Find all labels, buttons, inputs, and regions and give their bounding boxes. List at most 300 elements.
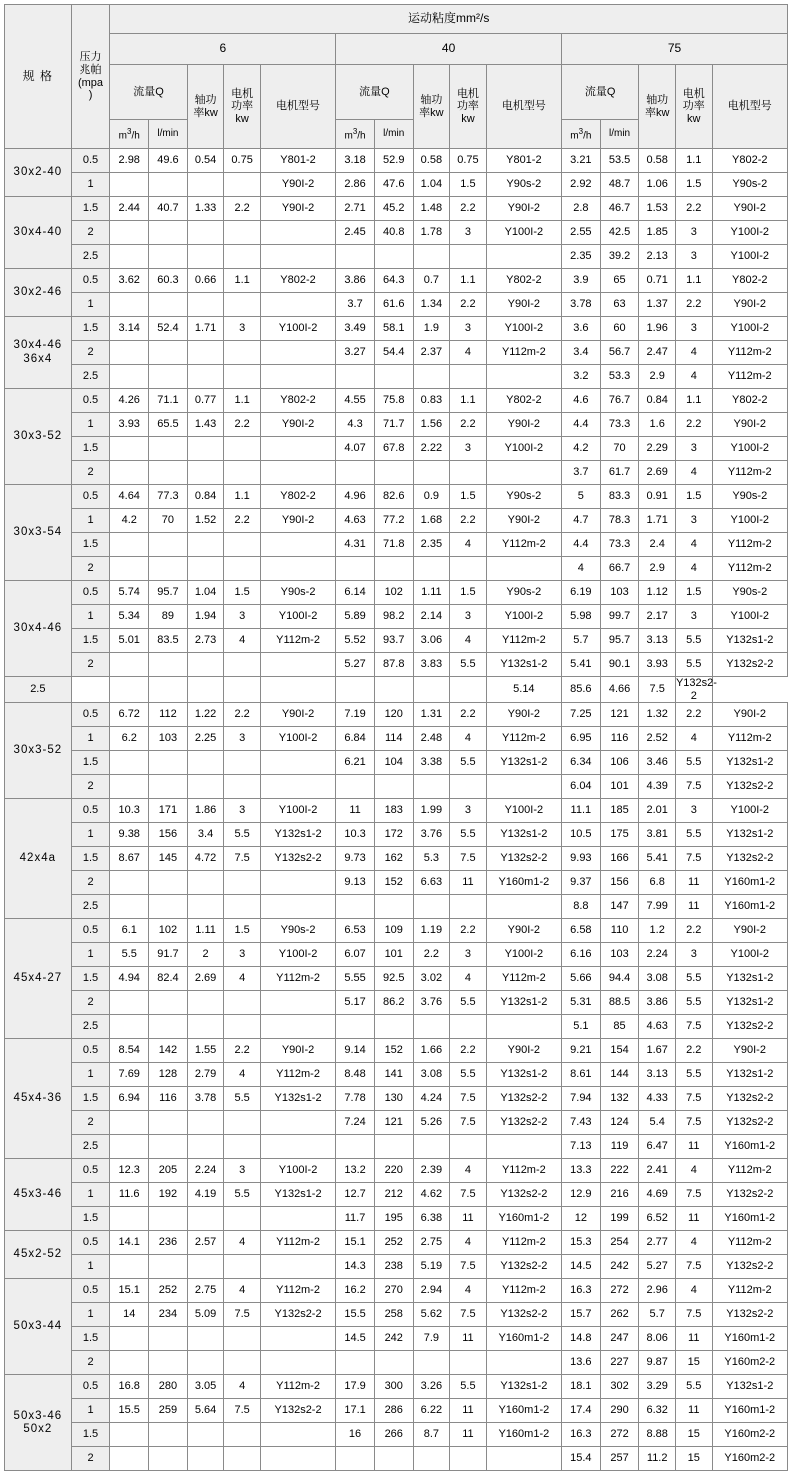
- cell-pressure: 2: [71, 461, 110, 485]
- table-row: [5, 389, 788, 413]
- cell-g75-flow-lmin: 76.7: [600, 389, 639, 413]
- cell-g75-flow-m3h: 6.04: [562, 775, 601, 799]
- cell-g75-shaft-power: 6.32: [639, 1399, 676, 1423]
- cell-g75-flow-lmin: 156: [600, 871, 639, 895]
- cell-g75-motor-power: 7.5: [675, 1015, 712, 1039]
- cell-g6-shaft-power: [187, 461, 224, 485]
- cell-g75-motor-power: 2.2: [675, 703, 712, 727]
- cell-g75-motor-power: 2.2: [675, 919, 712, 943]
- cell-g6-flow-lmin: 234: [149, 1303, 188, 1327]
- cell-g40-motor-model: Y90I-2: [486, 919, 561, 943]
- cell-g40-motor-model: Y132s1-2: [486, 991, 561, 1015]
- cell-g40-motor-model: Y90I-2: [486, 197, 561, 221]
- cell-g40-flow-lmin: 101: [374, 943, 413, 967]
- cell-g40-motor-model: Y100I-2: [486, 799, 561, 823]
- cell-g40-flow-lmin: 71.8: [374, 533, 413, 557]
- header-unit-lmin-40: l/min: [374, 120, 413, 149]
- cell-g75-flow-lmin: 42.5: [600, 221, 639, 245]
- cell-pressure: 1.5: [71, 317, 110, 341]
- cell-g40-motor-power: [450, 245, 487, 269]
- cell-g6-motor-model: Y100I-2: [260, 1159, 335, 1183]
- cell-g75-flow-m3h: 6.58: [562, 919, 601, 943]
- header-motormodel-6: 电机型号: [260, 65, 335, 149]
- cell-spec: 50x3-44: [5, 1279, 72, 1375]
- cell-g75-shaft-power: 2.9: [639, 365, 676, 389]
- motorpower-l2: 功率: [456, 100, 479, 113]
- cell-g40-shaft-power: 3.06: [413, 629, 450, 653]
- table-row: [5, 1447, 788, 1471]
- cell-g6-motor-model: [260, 1351, 335, 1375]
- cell-g6-motor-power: 4: [224, 1231, 261, 1255]
- cell-g40-motor-model: Y112m-2: [486, 1231, 561, 1255]
- cell-g40-shaft-power: 4.62: [413, 1183, 450, 1207]
- cell-g75-shaft-power: 5.7: [639, 1303, 676, 1327]
- cell-g6-shaft-power: 0.84: [187, 485, 224, 509]
- cell-g6-flow-m3h: [110, 895, 149, 919]
- cell-g75-motor-model: Y132s2-2: [712, 1183, 787, 1207]
- cell-g75-motor-model: Y160m1-2: [712, 1207, 787, 1231]
- cell-g75-shaft-power: 2.47: [639, 341, 676, 365]
- cell-g40-motor-power: 2.2: [450, 509, 487, 533]
- cell-g75-motor-model: Y112m-2: [712, 1279, 787, 1303]
- cell-g6-flow-m3h: [110, 751, 149, 775]
- cell-g75-shaft-power: 3.13: [639, 629, 676, 653]
- cell-g75-motor-power: 1.1: [675, 269, 712, 293]
- cell-g75-flow-m3h: 11.1: [562, 799, 601, 823]
- cell-g6-flow-m3h: 5.34: [110, 605, 149, 629]
- cell-g40-motor-model: Y132s2-2: [486, 847, 561, 871]
- shaftpower-l1: 轴功: [420, 93, 443, 106]
- cell-g6-flow-lmin: [149, 437, 188, 461]
- shaftpower-l2: 率kw: [419, 106, 444, 119]
- cell-g75-motor-power: 7.5: [675, 1183, 712, 1207]
- pump-specification-table: [4, 4, 788, 1471]
- cell-g6-shaft-power: [187, 557, 224, 581]
- cell-g6-flow-m3h: [110, 173, 149, 197]
- table-row: [5, 437, 788, 461]
- cell-g40-shaft-power: 1.48: [413, 197, 450, 221]
- cell-g75-motor-power: 3: [675, 605, 712, 629]
- cell-g75-flow-lmin: 103: [600, 943, 639, 967]
- cell-g75-flow-m3h: 4: [562, 557, 601, 581]
- header-pressure-l3: (mpa: [77, 76, 104, 89]
- table-row: [5, 485, 788, 509]
- motorpower-l1: 电机: [682, 87, 705, 100]
- cell-g40-motor-model: [486, 1015, 561, 1039]
- cell-g40-motor-model: Y802-2: [486, 389, 561, 413]
- cell-g6-motor-power: 7.5: [224, 1399, 261, 1423]
- cell-g75-motor-model: Y90I-2: [712, 197, 787, 221]
- cell-g75-shaft-power: 1.85: [639, 221, 676, 245]
- cell-g6-motor-power: [224, 173, 261, 197]
- header-pressure-l2: 兆帕: [79, 63, 102, 76]
- cell-g75-motor-model: Y112m-2: [712, 461, 787, 485]
- cell-g40-motor-power: 1.5: [450, 173, 487, 197]
- cell-g6-flow-m3h: 11.6: [110, 1183, 149, 1207]
- cell-g40-motor-model: Y160m1-2: [486, 1207, 561, 1231]
- cell-g6-flow-lmin: 102: [149, 919, 188, 943]
- cell-g6-motor-power: 4: [224, 1279, 261, 1303]
- cell-g6-motor-model: Y112m-2: [260, 1375, 335, 1399]
- table-row: [5, 1231, 788, 1255]
- cell-g40-flow-m3h: 6.84: [336, 727, 375, 751]
- cell-g75-motor-power: 11: [675, 1135, 712, 1159]
- cell-g75-flow-m3h: 15.3: [562, 1231, 601, 1255]
- cell-g6-motor-power: [224, 775, 261, 799]
- cell-g40-shaft-power: 3.26: [413, 1375, 450, 1399]
- cell-g75-motor-model: Y132s2-2: [712, 1015, 787, 1039]
- cell-g75-flow-lmin: 154: [600, 1039, 639, 1063]
- cell-g75-flow-lmin: 63: [600, 293, 639, 317]
- cell-g40-flow-m3h: 6.53: [336, 919, 375, 943]
- cell-g6-flow-lmin: [149, 895, 188, 919]
- header-motorpower-6: [224, 65, 261, 149]
- header-unit-m3h-6: $m^3/h$: [110, 120, 149, 149]
- cell-g40-shaft-power: 3.76: [413, 823, 450, 847]
- cell-g6-shaft-power: [187, 245, 224, 269]
- cell-pressure: 2: [71, 221, 110, 245]
- cell-pressure: 2: [71, 1351, 110, 1375]
- table-row: [5, 365, 788, 389]
- cell-g75-flow-lmin: 132: [600, 1087, 639, 1111]
- cell-g6-motor-model: Y90I-2: [260, 509, 335, 533]
- cell-g6-flow-lmin: [149, 1351, 188, 1375]
- cell-g6-flow-lmin: [149, 871, 188, 895]
- table-row: [5, 1351, 788, 1375]
- cell-g75-motor-model: Y160m2-2: [712, 1423, 787, 1447]
- cell-g40-flow-m3h: 3.86: [336, 269, 375, 293]
- cell-spec: 30x2-40: [5, 149, 72, 197]
- cell-g75-flow-m3h: 5.14: [486, 677, 561, 703]
- cell-pressure: 1.5: [71, 751, 110, 775]
- cell-g40-shaft-power: 0.9: [413, 485, 450, 509]
- cell-g40-flow-lmin: 252: [374, 1231, 413, 1255]
- cell-g6-flow-lmin: 142: [149, 1039, 188, 1063]
- cell-g40-shaft-power: 1.56: [413, 413, 450, 437]
- cell-g75-shaft-power: 2.77: [639, 1231, 676, 1255]
- cell-g40-motor-model: Y112m-2: [486, 1159, 561, 1183]
- cell-g6-motor-model: [260, 1111, 335, 1135]
- cell-g6-flow-lmin: [149, 533, 188, 557]
- cell-g75-flow-m3h: 4.6: [562, 389, 601, 413]
- cell-g40-motor-model: Y160m1-2: [486, 1399, 561, 1423]
- cell-g40-motor-power: 7.5: [450, 1087, 487, 1111]
- cell-g6-flow-m3h: [110, 293, 149, 317]
- cell-g75-flow-lmin: 90.1: [600, 653, 639, 677]
- cell-g40-flow-m3h: 7.24: [336, 1111, 375, 1135]
- cell-g6-motor-power: 1.1: [224, 485, 261, 509]
- cell-g6-shaft-power: [187, 1423, 224, 1447]
- cell-g6-flow-lmin: [149, 173, 188, 197]
- cell-g40-flow-lmin: [374, 1351, 413, 1375]
- cell-g75-flow-m3h: 2.8: [562, 197, 601, 221]
- cell-g75-motor-model: Y132s1-2: [712, 1375, 787, 1399]
- cell-g6-shaft-power: [187, 533, 224, 557]
- cell-spec: 42x4a: [5, 799, 72, 919]
- cell-g6-shaft-power: [187, 1135, 224, 1159]
- cell-g75-flow-lmin: 83.3: [600, 485, 639, 509]
- cell-g40-shaft-power: 0.58: [413, 149, 450, 173]
- cell-g75-motor-model: Y132s1-2: [712, 991, 787, 1015]
- motorpower-l1: 电机: [456, 87, 479, 100]
- cell-g75-flow-lmin: 199: [600, 1207, 639, 1231]
- cell-g40-motor-power: 3: [450, 437, 487, 461]
- cell-spec: 45x2-52: [5, 1231, 72, 1279]
- cell-g6-motor-power: 1.1: [224, 269, 261, 293]
- table-row: [5, 173, 788, 197]
- cell-g6-motor-power: 2.2: [224, 413, 261, 437]
- cell-pressure: 1.5: [71, 847, 110, 871]
- cell-pressure: 2: [71, 1447, 110, 1471]
- cell-g40-motor-model: Y132s2-2: [486, 1183, 561, 1207]
- cell-g75-motor-model: Y90I-2: [712, 919, 787, 943]
- cell-g40-motor-power: 7.5: [450, 1111, 487, 1135]
- cell-g6-flow-m3h: [110, 461, 149, 485]
- cell-g40-shaft-power: 2.14: [413, 605, 450, 629]
- cell-g75-motor-power: 3: [675, 317, 712, 341]
- cell-g75-motor-model: Y132s2-2: [712, 1087, 787, 1111]
- cell-g75-shaft-power: 4.69: [639, 1183, 676, 1207]
- cell-g40-shaft-power: 7.9: [413, 1327, 450, 1351]
- cell-g40-flow-lmin: 195: [374, 1207, 413, 1231]
- table-row: [5, 1375, 788, 1399]
- cell-g75-flow-m3h: 4.4: [562, 533, 601, 557]
- cell-g40-flow-lmin: [374, 895, 413, 919]
- cell-g75-shaft-power: 4.39: [639, 775, 676, 799]
- cell-pressure: 1: [71, 1183, 110, 1207]
- cell-g6-motor-power: [224, 1015, 261, 1039]
- table-row: [5, 1183, 788, 1207]
- cell-g6-motor-power: 4: [224, 1375, 261, 1399]
- cell-g40-flow-m3h: [336, 461, 375, 485]
- cell-g75-motor-model: Y100I-2: [712, 605, 787, 629]
- cell-g6-flow-lmin: 116: [149, 1087, 188, 1111]
- cell-g75-motor-model: Y160m1-2: [712, 871, 787, 895]
- cell-g75-motor-model: Y100I-2: [712, 509, 787, 533]
- cell-g6-motor-power: 3: [224, 605, 261, 629]
- cell-g75-flow-m3h: 13.6: [562, 1351, 601, 1375]
- cell-g75-motor-power: 7.5: [675, 847, 712, 871]
- cell-g6-flow-m3h: 9.38: [110, 823, 149, 847]
- cell-g75-shaft-power: 1.06: [639, 173, 676, 197]
- cell-g40-flow-m3h: 8.48: [336, 1063, 375, 1087]
- cell-g40-shaft-power: [413, 1015, 450, 1039]
- cell-g6-flow-lmin: 83.5: [149, 629, 188, 653]
- cell-g40-shaft-power: 6.63: [413, 871, 450, 895]
- cell-g75-flow-m3h: 7.43: [562, 1111, 601, 1135]
- cell-g6-shaft-power: [187, 1207, 224, 1231]
- cell-g40-flow-lmin: 71.7: [374, 413, 413, 437]
- cell-g6-motor-model: [260, 653, 335, 677]
- cell-g40-motor-power: 2.2: [450, 413, 487, 437]
- cell-g6-flow-lmin: 252: [149, 1279, 188, 1303]
- cell-g40-flow-m3h: 3.7: [336, 293, 375, 317]
- cell-g40-motor-model: Y132s1-2: [486, 653, 561, 677]
- cell-g6-motor-model: Y132s1-2: [260, 1087, 335, 1111]
- cell-g6-flow-lmin: 192: [149, 1183, 188, 1207]
- cell-g75-motor-power: 7.5: [675, 1087, 712, 1111]
- cell-pressure: 1.5: [71, 533, 110, 557]
- cell-g6-flow-lmin: [149, 1327, 188, 1351]
- cell-g6-shaft-power: 1.71: [187, 317, 224, 341]
- table-row: [5, 1207, 788, 1231]
- cell-g75-motor-model: Y100I-2: [712, 799, 787, 823]
- cell-g75-flow-lmin: 272: [600, 1423, 639, 1447]
- header-row-groups: [5, 34, 788, 65]
- cell-g6-flow-m3h: [110, 533, 149, 557]
- cell-g75-motor-model: Y132s2-2: [712, 1303, 787, 1327]
- cell-pressure: 1.5: [71, 1087, 110, 1111]
- cell-g6-motor-power: 5.5: [224, 1183, 261, 1207]
- cell-spec: 45x4-36: [5, 1039, 72, 1159]
- cell-g6-shaft-power: [187, 1111, 224, 1135]
- cell-g6-flow-lmin: 156: [149, 823, 188, 847]
- cell-g40-flow-lmin: 242: [374, 1327, 413, 1351]
- cell-g6-flow-lmin: 49.6: [149, 149, 188, 173]
- cell-g75-flow-m3h: 3.9: [562, 269, 601, 293]
- cell-g6-motor-model: Y100I-2: [260, 943, 335, 967]
- cell-g40-motor-model: Y112m-2: [486, 341, 561, 365]
- cell-g75-motor-power: 5.5: [675, 823, 712, 847]
- cell-g40-motor-model: Y160m1-2: [486, 1423, 561, 1447]
- cell-g6-flow-m3h: [110, 653, 149, 677]
- cell-spec: 45x4-27: [5, 919, 72, 1039]
- table-row: [5, 1303, 788, 1327]
- cell-pressure: 1.5: [71, 437, 110, 461]
- cell-g6-flow-m3h: [71, 677, 110, 703]
- cell-g6-motor-power: [224, 751, 261, 775]
- cell-g6-shaft-power: [187, 437, 224, 461]
- cell-g40-flow-m3h: 3.49: [336, 317, 375, 341]
- cell-g6-motor-model: [260, 1423, 335, 1447]
- cell-g75-flow-lmin: 39.2: [600, 245, 639, 269]
- cell-g6-motor-model: Y100I-2: [260, 605, 335, 629]
- table-row: [5, 943, 788, 967]
- cell-g75-flow-lmin: 262: [600, 1303, 639, 1327]
- table-row: [5, 919, 788, 943]
- cell-g40-shaft-power: [374, 677, 413, 703]
- cell-g40-flow-m3h: 11: [336, 799, 375, 823]
- motorpower-l3: kw: [687, 112, 701, 125]
- cell-g6-flow-lmin: 65.5: [149, 413, 188, 437]
- cell-pressure: 1: [71, 293, 110, 317]
- cell-g6-motor-model: [260, 991, 335, 1015]
- cell-g75-motor-power: 1.5: [675, 485, 712, 509]
- cell-g40-motor-power: 3: [450, 317, 487, 341]
- cell-g40-motor-model: Y112m-2: [486, 967, 561, 991]
- cell-g40-flow-lmin: [374, 1015, 413, 1039]
- cell-g6-shaft-power: 0.77: [187, 389, 224, 413]
- cell-g40-shaft-power: 2.2: [413, 943, 450, 967]
- cell-g40-shaft-power: 1.9: [413, 317, 450, 341]
- cell-g6-motor-power: [224, 1327, 261, 1351]
- cell-g6-motor-power: [224, 341, 261, 365]
- cell-g75-shaft-power: 8.06: [639, 1327, 676, 1351]
- cell-g75-shaft-power: 1.71: [639, 509, 676, 533]
- cell-g75-flow-lmin: 216: [600, 1183, 639, 1207]
- cell-g6-flow-m3h: 15.1: [110, 1279, 149, 1303]
- cell-g40-flow-lmin: 40.8: [374, 221, 413, 245]
- cell-g75-shaft-power: 4.66: [600, 677, 639, 703]
- cell-g75-motor-model: Y112m-2: [712, 365, 787, 389]
- table-row: [5, 703, 788, 727]
- cell-g75-motor-power: 11: [675, 895, 712, 919]
- cell-g6-motor-model: Y90I-2: [260, 703, 335, 727]
- cell-g75-motor-power: 4: [675, 365, 712, 389]
- cell-g6-motor-power: [224, 365, 261, 389]
- table-row: [5, 1255, 788, 1279]
- cell-g40-motor-power: 1.1: [450, 389, 487, 413]
- cell-g40-motor-model: Y90I-2: [486, 1039, 561, 1063]
- cell-g75-motor-model: Y100I-2: [712, 221, 787, 245]
- header-motormodel-75: 电机型号: [712, 65, 787, 149]
- cell-g40-shaft-power: [413, 775, 450, 799]
- cell-g40-flow-m3h: 2.86: [336, 173, 375, 197]
- cell-g75-shaft-power: 9.87: [639, 1351, 676, 1375]
- cell-g40-shaft-power: 1.66: [413, 1039, 450, 1063]
- cell-g6-motor-model: Y112m-2: [260, 1279, 335, 1303]
- cell-g40-motor-model: Y160m1-2: [486, 871, 561, 895]
- cell-g6-shaft-power: 3.4: [187, 823, 224, 847]
- cell-g75-motor-model: Y100I-2: [712, 943, 787, 967]
- cell-g6-flow-m3h: [110, 1351, 149, 1375]
- cell-g6-motor-power: 2.2: [224, 1039, 261, 1063]
- cell-g75-flow-lmin: 106: [600, 751, 639, 775]
- cell-pressure: 0.5: [71, 1231, 110, 1255]
- cell-g75-motor-model: Y100I-2: [712, 437, 787, 461]
- cell-g6-motor-power: 4: [224, 1063, 261, 1087]
- cell-g40-motor-model: [486, 461, 561, 485]
- table-row: [5, 413, 788, 437]
- header-row-subcols: [5, 65, 788, 120]
- cell-g75-flow-m3h: 2.55: [562, 221, 601, 245]
- cell-g75-motor-power: 4: [675, 557, 712, 581]
- cell-g40-flow-lmin: 141: [374, 1063, 413, 1087]
- cell-g40-shaft-power: 2.39: [413, 1159, 450, 1183]
- cell-g6-shaft-power: [187, 895, 224, 919]
- cell-g40-motor-power: 4: [450, 967, 487, 991]
- cell-g75-flow-m3h: 10.5: [562, 823, 601, 847]
- cell-g40-shaft-power: 2.35: [413, 533, 450, 557]
- cell-g6-motor-model: [260, 245, 335, 269]
- cell-g6-motor-model: [260, 1207, 335, 1231]
- cell-g40-shaft-power: [413, 895, 450, 919]
- cell-g75-flow-m3h: 4.7: [562, 509, 601, 533]
- cell-g40-motor-power: 3: [450, 943, 487, 967]
- cell-g75-motor-model: Y112m-2: [712, 533, 787, 557]
- cell-g75-motor-power: 3: [675, 437, 712, 461]
- cell-pressure: 2: [71, 775, 110, 799]
- cell-g40-flow-lmin: [374, 245, 413, 269]
- cell-g40-flow-lmin: 98.2: [374, 605, 413, 629]
- cell-g6-flow-lmin: [149, 557, 188, 581]
- table-row: [5, 1087, 788, 1111]
- cell-g75-flow-lmin: 65: [600, 269, 639, 293]
- cell-g75-shaft-power: 1.12: [639, 581, 676, 605]
- cell-g40-flow-lmin: 152: [374, 871, 413, 895]
- cell-pressure: 0.5: [71, 269, 110, 293]
- cell-g40-flow-lmin: 172: [374, 823, 413, 847]
- cell-g75-shaft-power: 2.4: [639, 533, 676, 557]
- cell-g75-flow-m3h: 5.98: [562, 605, 601, 629]
- cell-g6-flow-lmin: [149, 653, 188, 677]
- cell-g75-motor-model: Y90I-2: [712, 1039, 787, 1063]
- cell-g75-flow-m3h: 5.31: [562, 991, 601, 1015]
- cell-g6-motor-power: 4: [224, 629, 261, 653]
- cell-g75-flow-lmin: 166: [600, 847, 639, 871]
- cell-g6-flow-lmin: 112: [149, 703, 188, 727]
- cell-pressure: 1.5: [71, 629, 110, 653]
